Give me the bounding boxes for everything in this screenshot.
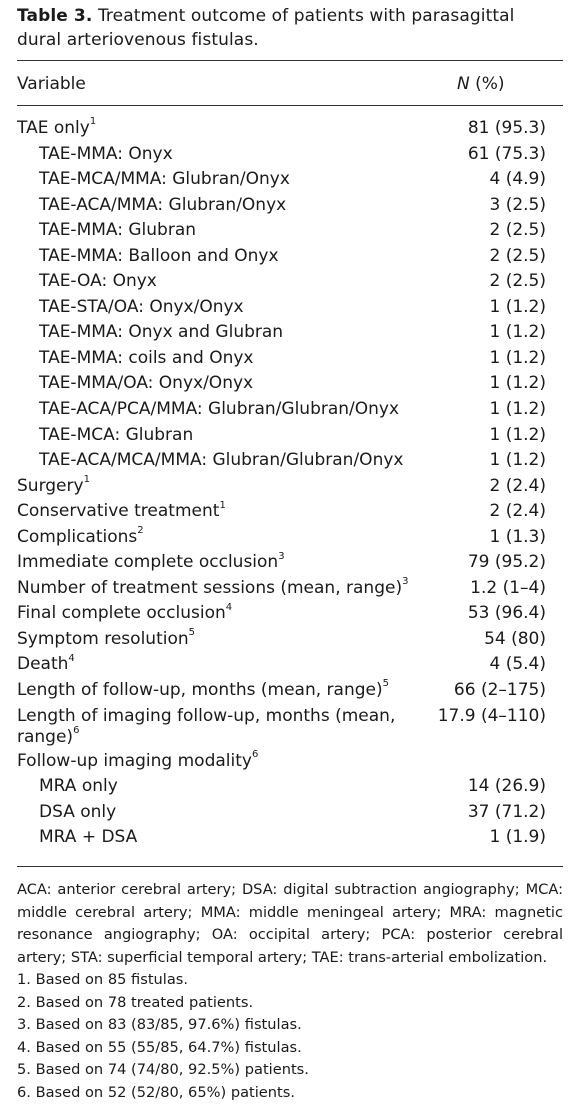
n-symbol: N	[457, 74, 470, 94]
table-row	[17, 749, 563, 775]
table-row	[17, 627, 563, 653]
table-row	[17, 825, 563, 851]
row-label	[17, 749, 437, 772]
row-value: 4 (5.4)	[489, 654, 546, 675]
row-label-text: Number of treatment sessions (mean, range)	[17, 577, 403, 598]
table-row	[17, 423, 563, 449]
row-label	[17, 550, 437, 573]
row-label-text: Length of imaging follow-up, months (mean, range)	[17, 705, 396, 747]
row-label-text: TAE-MMA/OA: Onyx/Onyx	[39, 373, 254, 394]
row-label	[39, 244, 459, 267]
footnote: 1. Based on 85 fistulas.	[17, 971, 189, 988]
row-label	[39, 320, 459, 343]
row-value: 1 (1.2)	[489, 347, 546, 368]
row-label-text: TAE only	[17, 118, 90, 138]
row-value: 79 (95.2)	[467, 552, 546, 573]
table-row	[17, 142, 563, 168]
n-percent-label: (%)	[469, 74, 505, 94]
table-row	[17, 346, 563, 372]
row-label-text: TAE-MMA: Glubran	[39, 220, 197, 241]
row-value: 53 (96.4)	[467, 603, 546, 624]
row-label	[17, 499, 437, 522]
footnote-marker: 6	[251, 748, 259, 760]
row-label	[17, 704, 437, 748]
row-label	[39, 397, 459, 420]
row-value: 81 (95.3)	[467, 118, 546, 138]
column-header-variable: Variable	[17, 74, 86, 94]
row-label	[39, 218, 459, 241]
row-value: 1 (1.2)	[489, 322, 546, 343]
row-value: 3 (2.5)	[489, 194, 546, 215]
row-value: 37 (71.2)	[467, 801, 546, 822]
table-row	[17, 499, 563, 525]
row-label	[17, 525, 437, 548]
row-value: 1 (1.2)	[489, 450, 546, 471]
row-value: 2 (2.4)	[489, 475, 546, 496]
row-label	[39, 167, 459, 190]
table-row	[17, 601, 563, 627]
table-row	[17, 678, 563, 704]
row-value: 4 (4.9)	[489, 169, 546, 190]
footnote-marker: 3	[402, 576, 409, 588]
table-number: Table 3.	[17, 6, 93, 26]
row-label	[17, 474, 437, 497]
row-label-text: DSA only	[39, 801, 117, 822]
row-label	[39, 295, 459, 318]
footnote: 2. Based on 78 treated patients.	[17, 993, 254, 1011]
row-label	[39, 423, 459, 446]
table-row	[17, 800, 563, 826]
footnote-marker: 5	[382, 678, 389, 690]
row-label	[17, 652, 437, 675]
bottom-rule	[17, 866, 563, 867]
table-row	[17, 704, 563, 749]
footnote-marker: 2	[137, 525, 144, 537]
row-label	[39, 448, 459, 471]
footnote-marker: 1	[89, 116, 97, 128]
row-value: 1 (1.2)	[489, 424, 546, 445]
row-label-text: TAE-MMA: coils and Onyx	[39, 347, 254, 368]
table-row	[17, 295, 563, 321]
row-label-text: TAE-MMA: Balloon and Onyx	[39, 245, 279, 266]
row-value: 54 (80)	[484, 628, 546, 649]
row-value: 17.9 (4–110)	[437, 705, 546, 726]
footnote-marker: 6	[73, 724, 80, 736]
table-row	[17, 218, 563, 244]
row-label	[39, 193, 459, 216]
top-rule	[17, 60, 563, 61]
row-value: 2 (2.4)	[489, 501, 546, 522]
row-label-text: MRA only	[39, 776, 118, 797]
row-label-text: Symptom resolution	[17, 628, 189, 649]
table-row	[17, 320, 563, 346]
table-row	[17, 269, 563, 295]
column-header-n	[457, 72, 505, 96]
footnote-marker: 3	[278, 550, 285, 562]
row-label	[39, 825, 459, 848]
caption-text: Treatment outcome of patients with parasagittal dural arteriovenous fistulas.	[17, 6, 515, 50]
footnote: 4. Based on 55 (55/85, 64.7%) fistulas.	[17, 1038, 302, 1056]
row-label-text: Death	[17, 654, 69, 675]
row-label	[39, 346, 459, 369]
row-value: 2 (2.5)	[489, 271, 546, 292]
row-label-text: Follow-up imaging modality	[17, 750, 252, 771]
table-row	[17, 244, 563, 270]
row-label-text: TAE-MMA: Onyx and Glubran	[39, 322, 284, 343]
row-label	[39, 269, 459, 292]
row-label-text: Complications	[17, 526, 138, 547]
row-value: 66 (2–175)	[453, 680, 546, 701]
table-caption	[17, 4, 563, 52]
row-value: 1 (1.2)	[489, 373, 546, 394]
footnote-marker: 4	[225, 601, 233, 613]
header-rule	[17, 105, 563, 106]
footnote-marker: 1	[219, 499, 226, 511]
row-label	[39, 774, 459, 797]
table-row	[17, 116, 563, 142]
row-label-text: Conservative treatment	[17, 501, 220, 522]
row-label	[17, 678, 437, 701]
row-label	[17, 601, 437, 624]
row-value: 1.2 (1–4)	[470, 577, 546, 598]
row-label	[17, 116, 437, 139]
table-row	[17, 525, 563, 551]
row-label-text: TAE-OA: Onyx	[39, 271, 157, 292]
row-value: 2 (2.5)	[489, 220, 546, 241]
row-label-text: TAE-STA/OA: Onyx/Onyx	[39, 296, 244, 317]
row-label-text: TAE-MMA: Onyx	[39, 143, 173, 164]
row-label-text: TAE-ACA/MCA/MMA: Glubran/Glubran/Onyx	[39, 450, 404, 471]
row-value: 1 (1.2)	[489, 296, 546, 317]
footnote-marker: 5	[188, 627, 196, 639]
footnote-marker: 1	[83, 474, 90, 485]
row-value: 2 (2.5)	[489, 245, 546, 266]
row-value: 1 (1.9)	[489, 827, 546, 848]
footnote: 3. Based on 83 (83/85, 97.6%) fistulas.	[17, 1016, 302, 1033]
row-label-text: Length of follow-up, months (mean, range)	[17, 680, 383, 701]
footnote: 6. Based on 52 (52/80, 65%) patients.	[17, 1083, 296, 1101]
row-label-text: MRA + DSA	[39, 827, 138, 848]
table-row	[17, 474, 563, 500]
footnote-marker: 4	[68, 652, 75, 664]
row-value: 61 (75.3)	[467, 143, 546, 164]
table-row	[17, 371, 563, 397]
row-label	[39, 142, 459, 165]
table-row	[17, 448, 563, 474]
table-row	[17, 774, 563, 800]
footnotes	[17, 969, 563, 1104]
table-body	[17, 116, 563, 851]
row-label-text: TAE-MCA: Glubran	[39, 424, 194, 445]
row-label-text: TAE-ACA/MMA: Glubran/Onyx	[39, 194, 287, 215]
table-row	[17, 652, 563, 678]
row-label	[39, 371, 459, 394]
table-row	[17, 397, 563, 423]
row-label	[17, 576, 437, 599]
row-label	[17, 627, 437, 650]
row-value: 1 (1.3)	[489, 526, 546, 547]
table-row	[17, 193, 563, 219]
row-value: 1 (1.2)	[489, 399, 546, 420]
row-value: 14 (26.9)	[467, 776, 546, 797]
table-row	[17, 167, 563, 193]
abbreviations-note: ACA: anterior cerebral artery; DSA: digital subtraction angiography; MCA: middle cerebral artery; MMA: middle meningeal artery; MRA: magnetic resonance angiography; OA: occipital artery; PCA: posterior cerebral artery; STA: superficial temporal artery; TAE: trans-arterial embolization.	[17, 881, 563, 966]
row-label-text: TAE-ACA/PCA/MMA: Glubran/Glubran/Onyx	[39, 399, 400, 420]
row-label-text: Surgery	[17, 475, 84, 496]
row-label-text: Immediate complete occlusion	[17, 552, 279, 573]
table-row	[17, 576, 563, 602]
table-row	[17, 550, 563, 576]
row-label	[39, 800, 459, 823]
footnote: 5. Based on 74 (74/80, 92.5%) patients.	[17, 1061, 309, 1078]
row-label-text: Final complete occlusion	[17, 603, 226, 624]
row-label-text: TAE-MCA/MMA: Glubran/Onyx	[39, 169, 290, 190]
table-notes	[17, 879, 563, 1104]
